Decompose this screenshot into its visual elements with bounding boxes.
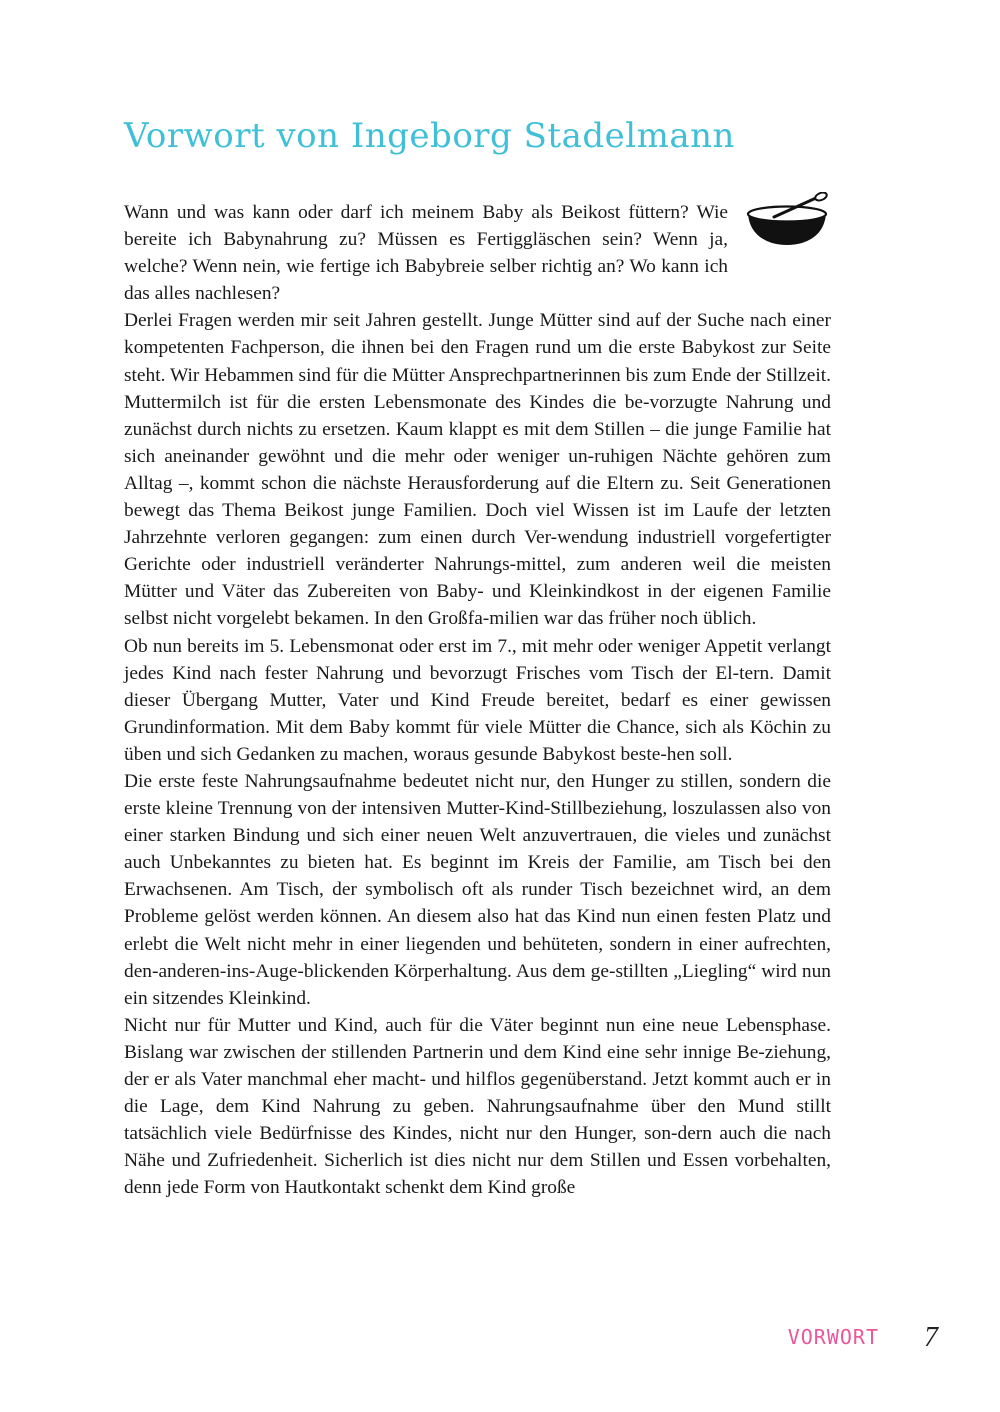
section-label: VORWORT (787, 1325, 879, 1349)
paragraph: Ob nun bereits im 5. Lebensmonat oder erst im 7., mit mehr oder weniger Appetit verlangt jedes Kind nach fester Nahrung und bevorzugt Frisches vom Tisch der El-tern. Damit dieser Übergang Mutter, Vater und Kind Freude bereitet, bedarf es einer gewissen Grundinformation. Mit dem Baby kommt für viele Mütter die Chance, sich als Köchin zu üben und sich Gedanken zu machen, woraus gesunde Babykost beste-hen soll. (124, 635, 831, 765)
page-number: 7 (924, 1322, 938, 1353)
body-text (124, 199, 831, 1201)
paragraph: Die erste feste Nahrungsaufnahme bedeutet nicht nur, den Hunger zu stillen, sondern die erste kleine Trennung von der intensiven Mutter-Kind-Stillbeziehung, loszulassen also von einer starken Bindung und sich einer neuen Welt anzuvertrauen, die vieles und zunächst auch Unbekanntes zu bieten hat. Es beginnt im Kreis der Familie, am Tisch bei den Erwachsenen. Am Tisch, der symbolisch oft als runder Tisch bezeichnet wird, an dem Probleme gelöst werden können. An diesem also hat das Kind nun einen festen Platz und erlebt die Welt nicht mehr in einer liegenden und behüteten, sondern in einer aufrechten, den-anderen-ins-Auge-blickenden Körperhaltung. Aus dem ge-stillten „Liegling“ wird nun ein sitzendes Kleinkind. (124, 770, 831, 1009)
paragraph: Wann und was kann oder darf ich meinem Baby als Beikost füttern? Wie bereite ich Babynahrung zu? Müssen es Fertiggläschen sein? Wenn ja, welche? Wenn nein, wie fertige ich Babybreie selber richtig an? Wo kann ich das alles nachlesen? (124, 202, 728, 305)
page-title: Vorwort von Ingeborg Stadelmann (124, 116, 735, 156)
paragraph: Derlei Fragen werden mir seit Jahren gestellt. Junge Mütter sind auf der Suche nach einer kompetenten Fachperson, die ihnen bei den Fragen rund um die erste Babykost zur Seite steht. Wir Hebammen sind für die Mütter Ansprechpartnerinnen bis zum Ende der Stillzeit. Muttermilch ist für die ersten Lebensmonate des Kindes die be-vorzugte Nahrung und zunächst durch nichts zu ersetzen. Kaum klappt es mit dem Stillen – die junge Familie hat sich aneinander gewöhnt und die mehr oder weniger un-ruhigen Nächte gehören zum Alltag –, kommt schon die nächste Herausforderung auf die Eltern zu. Seit Generationen bewegt das Thema Beikost junge Familien. Doch viel Wissen ist im Laufe der letzten Jahrzehnte verloren gegangen: zum einen durch Ver-wendung industriell vorgefertigter Gerichte oder industriell veränderter Nahrungs-mittel, zum anderen weil die meisten Mütter und Väter das Zubereiten von Baby- und Kleinkindkost in der eigenen Familie selbst nicht vorgelebt bekamen. In den Großfa-milien war das früher noch üblich. (124, 310, 831, 630)
paragraph: Nicht nur für Mutter und Kind, auch für die Väter beginnt nun eine neue Lebensphase. Bislang war zwischen der stillenden Partnerin und dem Kind eine sehr innige Be-ziehung, der er als Vater manchmal eher macht- und hilflos gegenüberstand. Jetzt kommt auch er in die Lage, dem Kind Nahrung zu geben. Nahrungsaufnahme über den Mund stillt tatsächlich viele Bedürfnisse des Kindes, nicht nur den Hunger, son-dern auch die nach Nähe und Zufriedenheit. Sicherlich ist dies nicht nur dem Stillen und Essen vorbehalten, denn jede Form von Hautkontakt schenkt dem Kind große (124, 1014, 831, 1199)
